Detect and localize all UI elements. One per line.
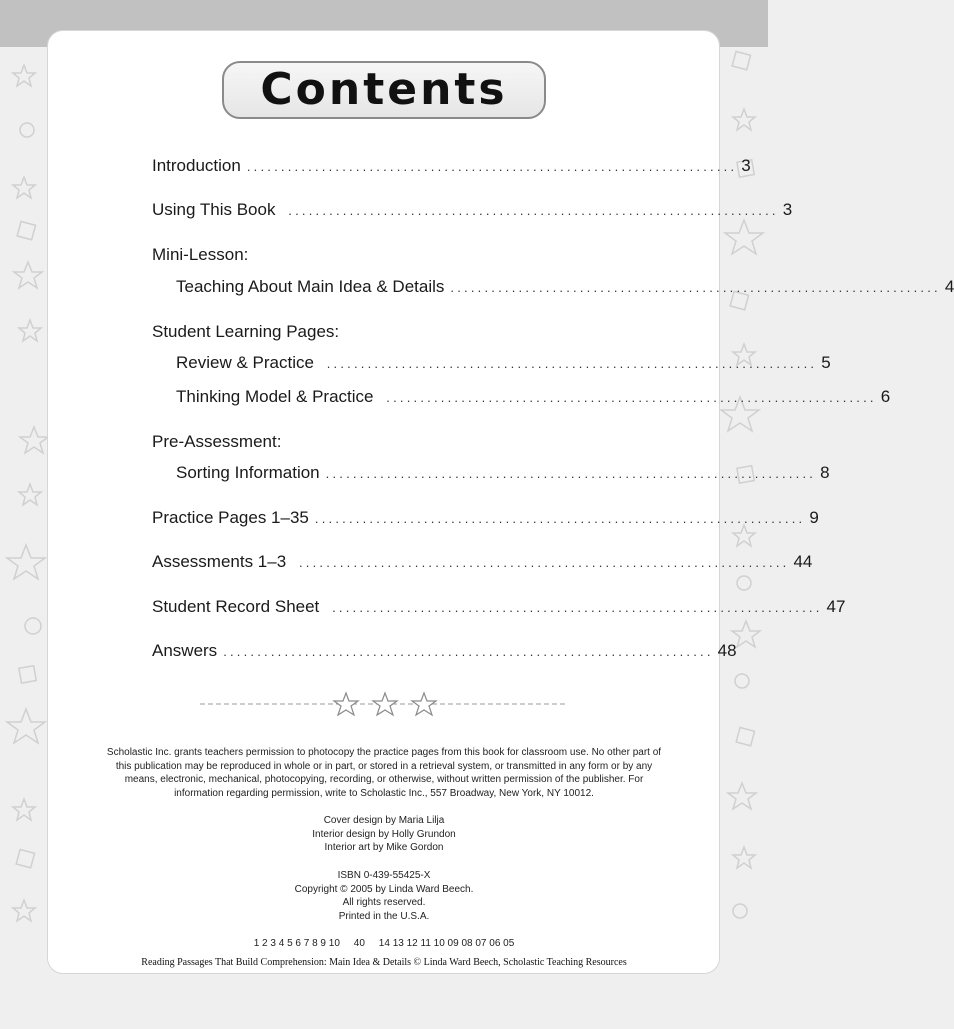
star-icon (14, 262, 42, 288)
toc-leader-dots: ........................................................................ (281, 203, 779, 218)
toc-entry-assessments[interactable] (152, 552, 813, 576)
toc-label: Thinking Model & Practice (176, 387, 374, 406)
square-icon (732, 51, 750, 69)
permission-notice: Scholastic Inc. grants teachers permission to photocopy the practice pages from this book for classroom use. No other part of this publication may be reproduced in whole or in part, or stored in a retrieval system, or transmitted in any form or by any means, electronic, mechanical, photocopying, recording, or otherwise, without written permission of the publisher. For information regarding permission, write to Scholastic Inc., 557 Broadway, New York, NY 10012. (106, 747, 662, 799)
toc-label: Review & Practice (176, 353, 314, 372)
circle-icon (20, 123, 34, 137)
isbn: ISBN 0-439-55425-X (337, 870, 431, 881)
toc-leader-dots: ........................................................................ (314, 511, 806, 526)
toc-leader-dots: ........................................................................ (325, 466, 817, 481)
star-icon (733, 109, 755, 130)
page-title: Contents (260, 64, 508, 115)
credits-block (100, 814, 668, 855)
toc-page-number: 3 (741, 156, 751, 175)
star-divider (198, 690, 570, 718)
toc-label: Student Record Sheet (152, 597, 320, 616)
star-icon (728, 783, 756, 809)
toc-entry-using-this-book[interactable] (152, 200, 793, 224)
title-box (222, 61, 546, 119)
toc-entry-sorting-information[interactable] (176, 463, 830, 487)
square-icon (16, 849, 34, 867)
toc-label: Using This Book (152, 200, 276, 219)
left-star-border (0, 47, 48, 1024)
toc-entry-thinking-model[interactable] (176, 387, 891, 411)
interior-art-credit: Interior art by Mike Gordon (324, 842, 444, 853)
circle-icon (733, 904, 747, 918)
print-line: 1 2 3 4 5 6 7 8 9 10 40 14 13 12 11 10 09 08 07 06 05 (253, 938, 515, 949)
star-icon (13, 65, 35, 86)
toc-label: Introduction (152, 156, 241, 175)
circle-icon (735, 674, 749, 688)
star-icon (334, 693, 358, 715)
toc-label: Sorting Information (176, 463, 320, 482)
star-icon (13, 799, 35, 820)
toc-leader-dots: ........................................................................ (450, 280, 941, 295)
toc-section-heading: Pre-Assessment: (152, 432, 282, 451)
toc-page-number: 8 (820, 463, 830, 482)
footer-credit: Reading Passages That Build Comprehension: Main Idea & Details © Linda Ward Beech, Scholastic Teaching Resources (141, 957, 627, 968)
left-border-decoration (0, 47, 48, 1024)
star-icon (412, 693, 436, 715)
star-icon (725, 220, 763, 254)
circle-icon (25, 618, 41, 634)
star-icon (13, 177, 35, 198)
toc-label: Practice Pages 1–35 (152, 508, 309, 527)
cover-design-credit: Cover design by Maria Lilja (323, 815, 445, 826)
star-icon (19, 484, 41, 505)
toc-page-number: 9 (809, 508, 819, 527)
square-icon (19, 666, 36, 683)
toc-leader-dots: ........................................................................ (292, 555, 790, 570)
toc-leader-dots: ........................................................................ (325, 600, 823, 615)
toc-page-number: 44 (793, 552, 813, 571)
toc-page-number: 47 (826, 597, 846, 616)
toc-page-number: 48 (717, 641, 737, 660)
toc-page-number: 4 (944, 277, 954, 296)
star-icon (733, 525, 755, 546)
toc-entry-review-practice[interactable] (176, 353, 831, 377)
rights-line: All rights reserved. (342, 897, 426, 908)
right-star-border (720, 47, 768, 1024)
toc-leader-dots: ........................................................................ (319, 356, 818, 371)
toc-page-number: 6 (880, 387, 891, 406)
toc-entry-introduction[interactable] (152, 156, 751, 180)
toc-leader-dots: ........................................................................ (223, 644, 714, 659)
toc-entry-teaching[interactable] (176, 277, 954, 301)
copyright-line: Copyright © 2005 by Linda Ward Beech. (294, 883, 474, 895)
interior-design-credit: Interior design by Holly Grundon (312, 828, 456, 840)
toc-leader-dots: ........................................................................ (379, 390, 877, 405)
circle-icon (737, 576, 751, 590)
square-icon (736, 727, 754, 745)
toc-page-number: 5 (821, 353, 831, 372)
star-icon (373, 693, 397, 715)
toc-section-heading: Student Learning Pages: (152, 322, 340, 341)
right-border-decoration (720, 47, 768, 1024)
star-icon (733, 847, 755, 868)
star-icon (7, 709, 45, 743)
toc-label: Assessments 1–3 (152, 552, 287, 571)
toc-leader-dots: ........................................................................ (246, 159, 738, 174)
star-divider-graphic (198, 690, 570, 718)
toc-entry-practice-pages[interactable] (152, 508, 819, 532)
toc-label: Answers (152, 641, 218, 660)
star-icon (19, 320, 41, 341)
toc-label: Teaching About Main Idea & Details (176, 277, 445, 296)
toc-entry-record-sheet[interactable] (152, 597, 846, 621)
toc-entry-answers[interactable] (152, 641, 737, 665)
star-icon (7, 545, 45, 579)
star-icon (13, 900, 35, 921)
star-icon (20, 427, 48, 453)
toc-page-number: 3 (782, 200, 793, 219)
square-icon (17, 221, 35, 239)
printed-line: Printed in the U.S.A. (338, 910, 430, 922)
toc-section-heading: Mini-Lesson: (152, 245, 249, 264)
publication-info (100, 869, 668, 923)
